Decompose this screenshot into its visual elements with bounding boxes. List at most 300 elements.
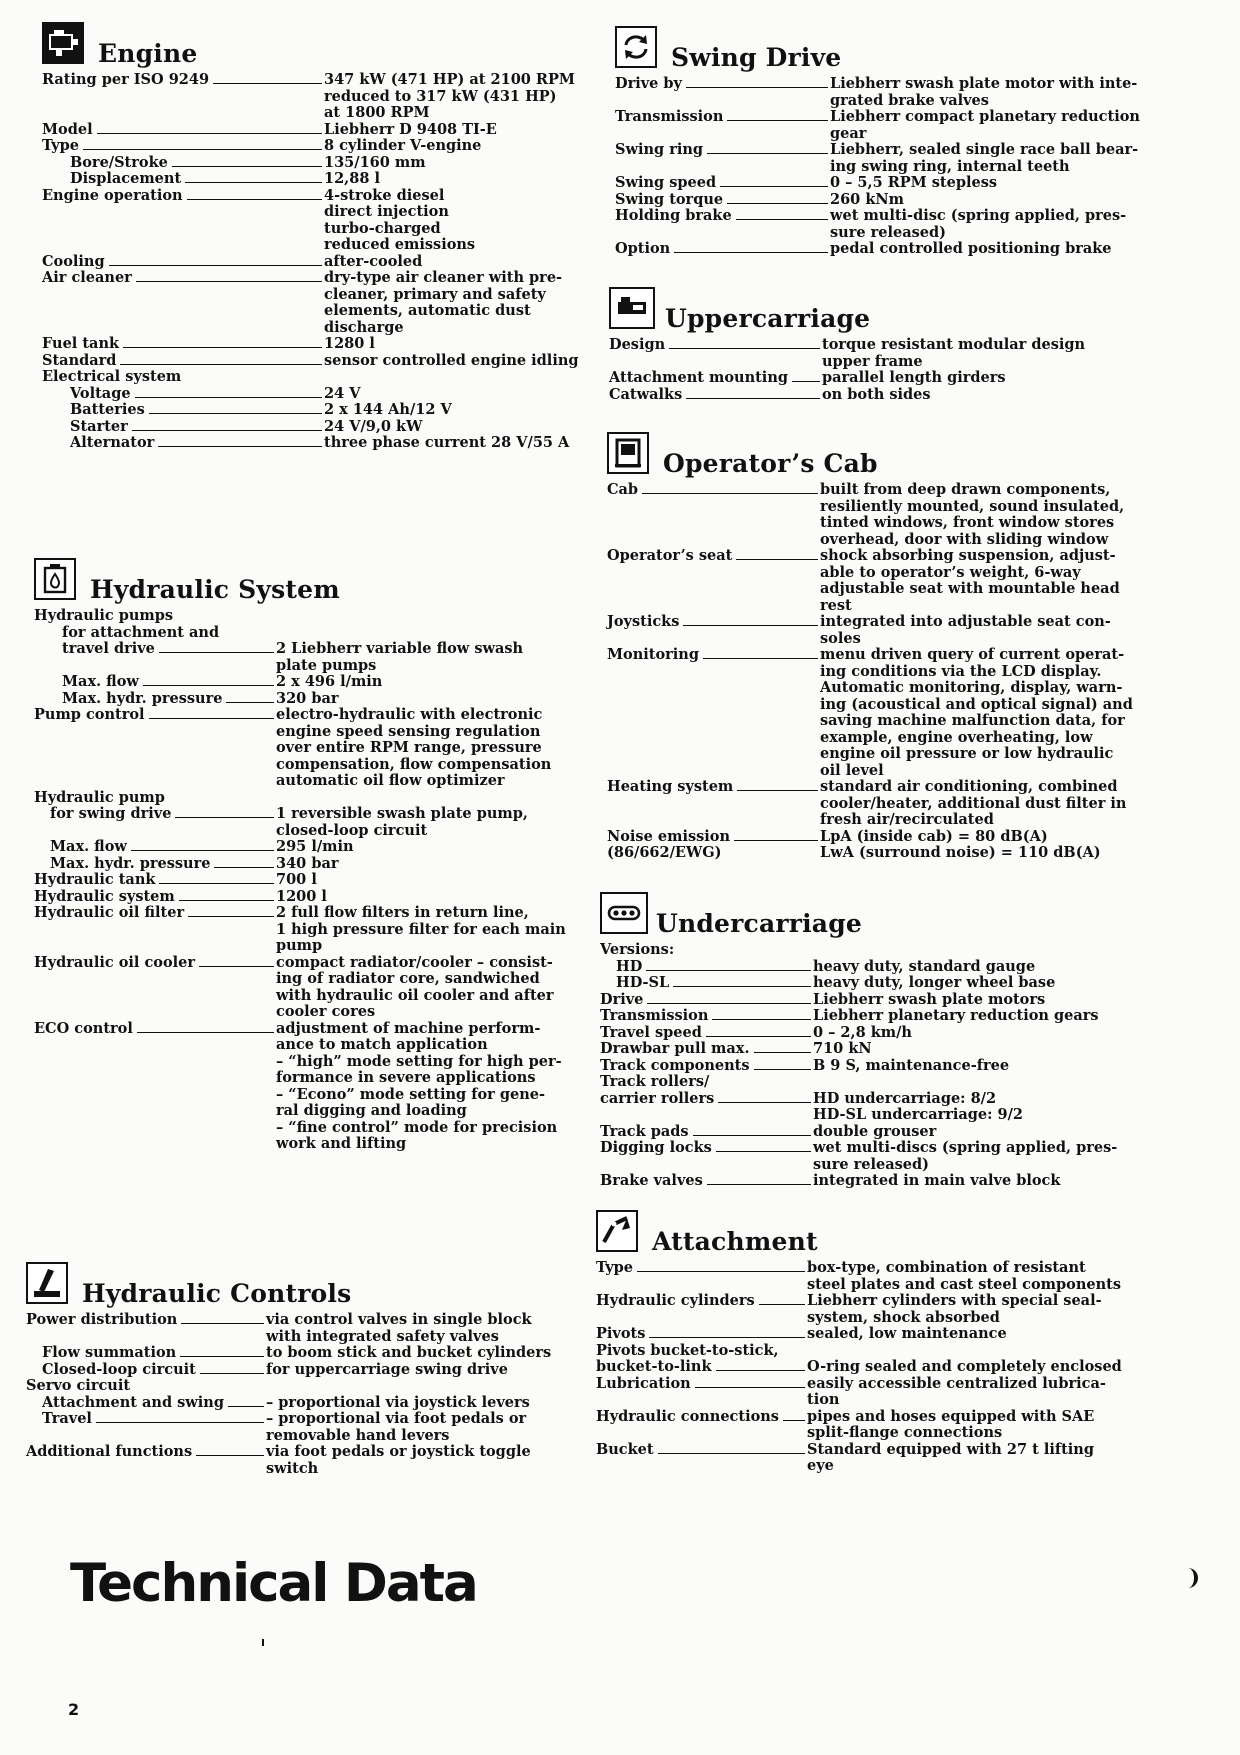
spec-row (34, 691, 574, 708)
leader-line (196, 1444, 264, 1456)
spec-row (607, 482, 1162, 548)
spec-row (42, 254, 562, 271)
spec-label: Travel (42, 1410, 92, 1427)
spec-value: 12,88 l (324, 170, 380, 187)
spec-value: integrated into adjustable seat con- soles (820, 613, 1111, 647)
leader-line (792, 370, 820, 382)
leader-line (158, 435, 322, 447)
spec-label: Swing ring (615, 141, 704, 158)
spec-label: Brake valves (600, 1172, 703, 1189)
leader-line (716, 1140, 811, 1152)
leader-line (658, 1442, 805, 1454)
spec-label: Type (42, 137, 79, 154)
spec-label: Bore/Stroke (70, 153, 168, 171)
spec-rows (600, 942, 1160, 1190)
spec-label: Max. hydr. pressure (62, 689, 223, 707)
spec-row (42, 351, 579, 370)
leader-line (137, 1021, 274, 1033)
spec-value: Liebherr, sealed single race ball bear- ing swing ring, internal teeth (830, 141, 1139, 175)
section-attachment-header (596, 1210, 1166, 1256)
spec-label: Voltage (70, 384, 131, 402)
leader-line (131, 839, 274, 851)
spec-value: pipes and hoses equipped with SAE split-flange connections (807, 1407, 1095, 1441)
spec-row (26, 1362, 576, 1379)
spec-label: Fuel tank (42, 335, 120, 352)
spec-row (26, 1378, 576, 1395)
spec-value: adjustment of machine perform- ance to match application – “high” mode setting for high per- formance in severe applications – “Econo” mode setting for gene- ral digging and loading – “fine control” mode for precision work and lifting (276, 1019, 562, 1152)
spec-row (26, 1312, 576, 1345)
spec-label: Hydraulic pumps (34, 607, 174, 624)
leader-line (686, 387, 820, 399)
spec-row (42, 402, 562, 419)
spec-row (600, 1008, 1160, 1025)
spec-row (600, 1074, 1160, 1091)
spec-label: Bucket (596, 1440, 654, 1458)
spec-label: Closed-loop circuit (42, 1360, 196, 1378)
spec-label: Hydraulic cylinders (596, 1292, 755, 1309)
section-hydraulic-system (34, 558, 574, 1153)
spec-value: 2 x 496 l/min (276, 673, 383, 690)
section-uppercarriage (609, 287, 1154, 403)
spec-rows (34, 608, 574, 1153)
leader-line (97, 122, 322, 134)
spec-row (600, 975, 1160, 992)
spec-row (42, 386, 562, 403)
spec-value: 2 Liebherr variable flow swash plate pumps (276, 640, 524, 674)
spec-row (607, 647, 1162, 779)
leader-line (736, 548, 818, 560)
spec-value: LpA (inside cab) = 80 dB(A) (820, 827, 1048, 845)
section-uppercarriage-header (609, 287, 1154, 333)
spec-label: bucket-to-link (596, 1358, 712, 1375)
leader-line (120, 353, 322, 365)
spec-label: Batteries (70, 401, 145, 418)
spec-value: 0 – 2,8 km/h (813, 1023, 912, 1041)
spec-row (42, 270, 562, 336)
spec-row (609, 337, 1154, 370)
spec-rows (26, 1312, 576, 1477)
leader-line (187, 188, 322, 200)
spec-label: Holding brake (615, 207, 732, 224)
spec-rows (609, 337, 1154, 403)
spec-row (607, 845, 1162, 862)
leader-line (669, 337, 820, 349)
section-hydraulic-controls (26, 1262, 576, 1477)
spec-value: – proportional via foot pedals or removable hand levers (266, 1410, 527, 1444)
spec-value: double grouser (813, 1122, 937, 1140)
leader-line (228, 1395, 264, 1407)
spec-label: Versions: (600, 941, 675, 958)
leader-line (716, 1359, 806, 1371)
spec-label: Heating system (607, 778, 734, 795)
spec-value: 8 cylinder V-engine (324, 137, 482, 154)
spec-row (596, 1260, 1166, 1293)
spec-row (609, 387, 1154, 404)
spec-value: 2 x 144 Ah/12 V (324, 401, 452, 418)
spec-row (34, 955, 574, 1021)
spec-label: Max. flow (50, 838, 127, 855)
spec-row (26, 1345, 576, 1362)
spec-value: – proportional via joystick levers (266, 1393, 530, 1411)
spec-label: Joysticks (607, 613, 680, 630)
leader-line (179, 889, 274, 901)
section-title: Hydraulic System (90, 575, 340, 604)
spec-row (600, 1124, 1160, 1141)
spec-label: Hydraulic pump (34, 788, 165, 806)
spec-label: Attachment mounting (609, 369, 788, 386)
section-engine-header (42, 22, 562, 68)
spec-value: on both sides (822, 385, 931, 403)
section-swing-drive-header (615, 26, 1160, 72)
spec-row (42, 336, 562, 353)
spec-label: Pivots (596, 1325, 646, 1342)
spec-label: Operator’s seat (607, 547, 733, 564)
spec-row (615, 142, 1160, 175)
spec-label: Air cleaner (42, 269, 132, 286)
spec-value: to boom stick and bucket cylinders (266, 1344, 552, 1361)
spec-row (600, 1140, 1160, 1173)
leader-line (647, 992, 811, 1004)
section-operators-cab (607, 432, 1162, 862)
spec-row (34, 707, 574, 790)
engine-icon (42, 22, 84, 64)
leader-line (683, 614, 818, 626)
spec-value: LwA (surround noise) = 110 dB(A) (820, 844, 1101, 861)
spec-row (615, 208, 1160, 241)
leader-line (149, 402, 322, 414)
section-engine (42, 22, 579, 452)
spec-value: 710 kN (813, 1040, 872, 1057)
leader-line (226, 691, 274, 703)
rotation-arrows-icon (615, 26, 657, 68)
leader-line (736, 208, 828, 220)
leader-line (200, 1362, 264, 1374)
spec-rows (42, 71, 579, 452)
leader-line (136, 270, 322, 282)
spec-row (600, 959, 1160, 976)
section-title: Engine (98, 39, 198, 68)
spec-value: 340 bar (276, 854, 339, 872)
spec-label: travel drive (62, 640, 155, 657)
excavator-arm-icon (596, 1210, 638, 1252)
leader-line (706, 1025, 811, 1037)
leader-line (727, 192, 828, 204)
spec-label: carrier rollers (600, 1089, 715, 1107)
spec-value: 1 reversible swash plate pump, closed-loop circuit (276, 805, 528, 839)
spec-label: Digging locks (600, 1139, 712, 1156)
spec-label: Type (596, 1259, 633, 1276)
spec-value: wet multi-disc (spring applied, pres- sure released) (830, 207, 1127, 241)
spec-label: Track pads (600, 1122, 689, 1140)
spec-row (600, 1025, 1160, 1042)
spec-value: built from deep drawn components, resiliently mounted, sound insulated, tinted windows, front window stores overhead, door with sliding window (820, 481, 1125, 548)
leader-line (642, 482, 818, 494)
scan-mark-dot (262, 1639, 264, 1646)
leader-line (754, 1041, 812, 1053)
leader-line (673, 975, 811, 987)
spec-value: 4-stroke diesel direct injection turbo-charged reduced emissions (324, 186, 476, 253)
leader-line (143, 674, 274, 686)
spec-row (615, 192, 1160, 209)
spec-row (34, 608, 574, 625)
spec-label: Additional functions (26, 1443, 193, 1460)
spec-row (596, 1343, 1166, 1360)
leader-line (188, 905, 274, 917)
oil-canister-icon (34, 558, 76, 600)
leader-line (180, 1345, 264, 1357)
spec-value: parallel length girders (822, 369, 1006, 386)
spec-value: 135/160 mm (324, 153, 426, 171)
spec-value: three phase current 28 V/55 A (324, 434, 570, 451)
spec-label: for attachment and (62, 623, 220, 641)
spec-label: Pump control (34, 706, 145, 723)
spec-label: Model (42, 120, 93, 138)
spec-label: Noise emission (607, 827, 730, 845)
leader-line (109, 254, 322, 266)
spec-label: Rating per ISO 9249 (42, 71, 210, 88)
leader-line (214, 856, 274, 868)
spec-label: Option (615, 240, 671, 257)
spec-label: Engine operation (42, 186, 183, 204)
spec-rows (607, 482, 1162, 862)
spec-value: heavy duty, standard gauge (813, 957, 1036, 975)
spec-value: standard air conditioning, combined cooler/heater, additional dust filter in fresh air/recirculated (820, 778, 1127, 828)
spec-label: Track components (600, 1056, 750, 1074)
spec-row (42, 188, 562, 254)
spec-value: after-cooled (324, 252, 423, 270)
spec-value: 1280 l (324, 335, 375, 352)
spec-label: Starter (70, 417, 128, 435)
spec-value: Liebherr cylinders with special seal- system, shock absorbed (807, 1292, 1102, 1326)
spec-row (600, 1173, 1160, 1190)
spec-label: Max. hydr. pressure (50, 854, 211, 872)
spec-row (596, 1359, 1166, 1376)
spec-row (615, 175, 1160, 192)
spec-label: for swing drive (50, 805, 172, 822)
spec-value: sensor controlled engine idling (324, 351, 579, 369)
spec-value: 24 V/9,0 kW (324, 417, 423, 435)
leader-line (123, 336, 322, 348)
section-swing-drive (615, 26, 1160, 258)
spec-value: electro-hydraulic with electronic engine speed sensing regulation over entire RPM range, pressure compensation, flow compensation automatic oil flow optimizer (276, 706, 552, 789)
spec-row (615, 109, 1160, 142)
spec-value: shock absorbing suspension, adjust- able to operator’s weight, 6-way adjustable seat with mountable head rest (820, 547, 1120, 614)
leader-line (693, 1124, 811, 1136)
spec-value: HD undercarriage: 8/2 HD-SL undercarriage: 9/2 (813, 1089, 1024, 1123)
spec-label: Attachment and swing (42, 1393, 224, 1411)
spec-value: Liebherr swash plate motor with inte- grated brake valves (830, 75, 1138, 109)
spec-value: 347 kW (471 HP) at 2100 RPM reduced to 317 kW (431 HP) at 1800 RPM (324, 71, 575, 121)
scan-mark (1186, 1568, 1198, 1588)
spec-value: 260 kNm (830, 190, 904, 208)
spec-label: Displacement (70, 170, 182, 187)
spec-label: ECO control (34, 1019, 133, 1037)
spec-label: Hydraulic connections (596, 1407, 779, 1425)
spec-value: menu driven query of current operat- ing conditions via the LCD display. Automatic monitoring, display, warn- ing (acoustical and optical signal) and saving machine malfunction data, for example, engine overheating, low engine oil pressure or low hydraulic oil level (820, 646, 1133, 779)
section-operators-cab-header (607, 432, 1162, 478)
spec-value: box-type, combination of resistant steel plates and cast steel components (807, 1259, 1121, 1293)
spec-row (34, 839, 574, 856)
spec-label: Swing torque (615, 190, 724, 208)
spec-value: via control valves in single block with integrated safety valves (266, 1311, 532, 1345)
spec-row (34, 905, 574, 955)
spec-row (26, 1411, 576, 1444)
leader-line (175, 806, 274, 818)
spec-label: HD (616, 957, 643, 975)
leader-line (185, 171, 322, 183)
spec-label: Standard (42, 351, 117, 369)
page-number: 2 (68, 1700, 80, 1719)
spec-row (596, 1376, 1166, 1409)
spec-value: dry-type air cleaner with pre- cleaner, primary and safety elements, automatic dust discharge (324, 269, 563, 336)
spec-value: sealed, low maintenance (807, 1325, 1007, 1342)
spec-label: Hydraulic oil filter (34, 904, 185, 921)
spec-label: Power distribution (26, 1311, 178, 1328)
section-undercarriage-header (600, 892, 1160, 938)
spec-row (607, 614, 1162, 647)
spec-value: 24 V (324, 384, 361, 402)
section-title: Uppercarriage (665, 304, 871, 333)
spec-value: Liebherr compact planetary reduction gear (830, 108, 1140, 142)
spec-label: Transmission (600, 1007, 709, 1024)
spec-row (42, 71, 575, 122)
spec-label: Electrical system (42, 368, 182, 385)
spec-label: Hydraulic tank (34, 871, 156, 888)
spec-label: Catwalks (609, 385, 683, 403)
spec-label: Swing speed (615, 174, 717, 191)
leader-line (707, 1173, 811, 1185)
leader-line (783, 1409, 805, 1421)
spec-value: Liebherr planetary reduction gears (813, 1007, 1099, 1024)
leader-line (707, 142, 828, 154)
spec-label: Drawbar pull max. (600, 1040, 750, 1057)
spec-value: O-ring sealed and completely enclosed (807, 1358, 1122, 1375)
spec-label: Flow summation (42, 1344, 177, 1361)
spec-row (34, 806, 574, 839)
spec-row (34, 641, 574, 674)
spec-row (596, 1409, 1166, 1442)
spec-value: compact radiator/cooler – consist- ing of radiator core, sandwiched with hydraulic oil cooler and after cooler cores (276, 953, 554, 1020)
spec-value: integrated in main valve block (813, 1172, 1061, 1189)
leader-line (199, 955, 274, 967)
spec-value: 0 – 5,5 RPM stepless (830, 174, 998, 191)
spec-value: for uppercarriage swing drive (266, 1360, 508, 1378)
spec-label: Track rollers/ (600, 1073, 710, 1090)
spec-row (600, 992, 1160, 1009)
spec-rows (615, 76, 1160, 258)
spec-row (34, 889, 574, 906)
leader-line (734, 829, 818, 841)
spec-row (26, 1444, 576, 1477)
leader-line (703, 647, 818, 659)
leader-line (712, 1008, 811, 1020)
spec-row (596, 1293, 1166, 1326)
spec-row (615, 76, 1160, 109)
spec-value: Standard equipped with 27 t lifting eye (807, 1440, 1094, 1474)
spec-row (42, 369, 562, 386)
spec-row (34, 790, 574, 807)
spec-row (600, 942, 1160, 959)
joystick-lever-icon (26, 1262, 68, 1304)
spec-value: Liebherr D 9408 TI-E (324, 120, 497, 138)
leader-line (759, 1293, 805, 1305)
spec-value: wet multi-discs (spring applied, pres- sure released) (813, 1139, 1118, 1173)
spec-label: Alternator (70, 434, 155, 451)
spec-row (42, 171, 562, 188)
spec-row (607, 779, 1162, 829)
leader-line (646, 959, 811, 971)
section-undercarriage (600, 892, 1160, 1190)
section-hydraulic-system-header (34, 558, 574, 604)
leader-line (695, 1376, 805, 1388)
spec-label: Max. flow (62, 673, 139, 690)
leader-line (172, 155, 322, 167)
spec-value: 320 bar (276, 689, 339, 707)
spec-row (600, 1058, 1160, 1075)
leader-line (159, 872, 274, 884)
spec-value: via foot pedals or joystick toggle switch (266, 1443, 531, 1477)
spec-row (596, 1442, 1166, 1475)
spec-value: 1200 l (276, 887, 327, 905)
spec-row (609, 370, 1154, 387)
spec-value: easily accessible centralized lubrica- tion (807, 1374, 1106, 1408)
leader-line (718, 1091, 811, 1103)
leader-line (686, 76, 828, 88)
spec-label: Hydraulic system (34, 887, 175, 905)
leader-line (674, 241, 828, 253)
spec-label: Drive (600, 990, 644, 1008)
leader-line (159, 641, 274, 653)
spec-row (42, 434, 570, 452)
spec-row (600, 1041, 1160, 1058)
leader-line (213, 72, 322, 84)
spec-label: Monitoring (607, 646, 699, 663)
leader-line (649, 1326, 805, 1338)
spec-row (615, 241, 1160, 258)
spec-value: pedal controlled positioning brake (830, 240, 1112, 257)
uppercarriage-icon (609, 287, 655, 329)
spec-label: Drive by (615, 75, 682, 92)
section-attachment (596, 1210, 1166, 1475)
spec-row (600, 1091, 1160, 1124)
spec-label: HD-SL (616, 974, 670, 991)
spec-row (42, 419, 562, 436)
spec-label: Cooling (42, 252, 105, 270)
leader-line (637, 1260, 805, 1272)
leader-line (149, 707, 274, 719)
spec-row (34, 872, 574, 889)
spec-row (34, 1021, 574, 1153)
leader-line (727, 109, 828, 121)
spec-row (42, 155, 562, 172)
section-title: Hydraulic Controls (82, 1279, 352, 1308)
spec-label: Hydraulic oil cooler (34, 953, 196, 971)
track-icon (600, 892, 648, 934)
spec-value: Liebherr swash plate motors (813, 990, 1046, 1008)
spec-label: (86/662/EWG) (607, 844, 722, 861)
spec-label: Pivots bucket-to-stick, (596, 1341, 779, 1359)
document-title: Technical Data (70, 1553, 477, 1614)
leader-line (135, 386, 322, 398)
spec-row (34, 674, 574, 691)
spec-label: Cab (607, 481, 639, 498)
spec-label: Design (609, 336, 666, 353)
leader-line (83, 138, 322, 150)
spec-row (42, 122, 562, 139)
spec-row (607, 548, 1162, 614)
section-title: Operator’s Cab (663, 449, 878, 478)
spec-value: 700 l (276, 871, 317, 888)
